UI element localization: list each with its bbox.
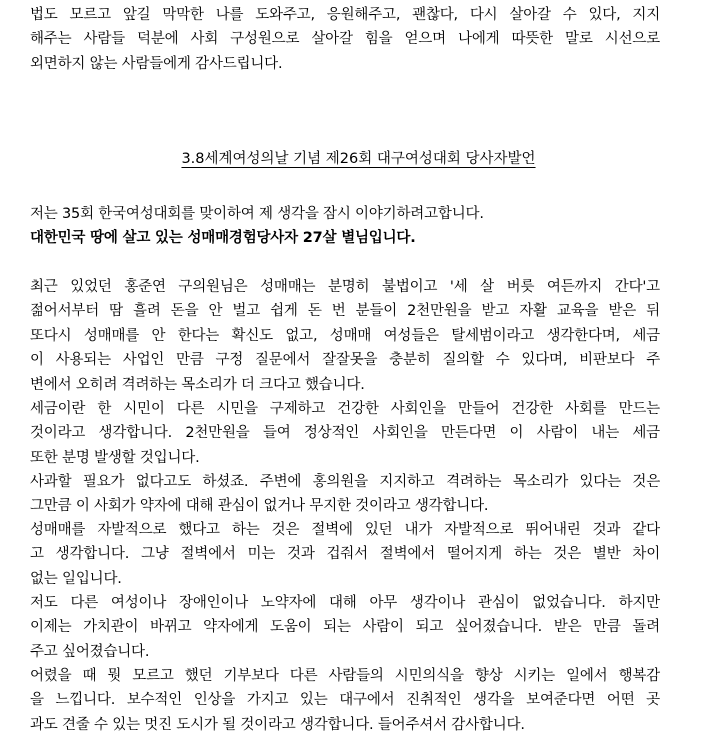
body-paragraph-6 <box>30 664 660 737</box>
body-paragraph-4 <box>30 518 660 591</box>
text-line: 없는 일입니다. <box>30 570 122 587</box>
text-line: 어렸을 때 뭣 모르고 했던 기부보다 다른 사람들의 시민의식을 향상 시키는 일에서 행복감 <box>30 668 660 684</box>
text-line: 외면하지 않는 사람들에게 감사드립니다. <box>30 55 283 72</box>
body-paragraph-5 <box>30 591 660 664</box>
text-line: 또다시 성매매를 안 한다는 확신도 없고, 성매매 여성들은 탈세범이라고 생각한다며, 세금 <box>30 327 660 344</box>
text-line: 이제는 가치관이 바뀌고 약자에게 도움이 되는 사람이 되고 싶어졌습니다. 받은 만큼 돌려 <box>30 619 660 636</box>
text-line: 과도 견줄 수 있는 멋진 도시가 될 것이라고 생각합니다. 들어주셔서 감사합니다. <box>30 716 525 733</box>
text-line: 그만큼 이 사회가 약자에 대해 관심이 없거나 무지한 것이라고 생각합니다. <box>30 498 489 515</box>
text-line: 젊어서부터 땀 흘려 돈을 안 벌고 쉽게 돈 번 분들이 2천만원을 받고 자활 교육을 받은 뒤 <box>30 303 660 320</box>
text-line: 세금이란 한 시민이 다른 시민을 구제하고 건강한 사회인을 만들어 건강한 사회를 만드는 <box>30 401 660 417</box>
text-line: 성매매를 자발적으로 했다고 하는 것은 절벽에 있던 내가 자발적으로 뛰어내린 것과 같다 <box>30 522 660 538</box>
text-line: 주고 싶어졌습니다. <box>30 643 150 660</box>
text-line: 이 사용되는 사업인 만큼 구정 질문에서 잘잘못을 충분히 질의할 수 있다며, 비판보다 주 <box>30 352 660 369</box>
intro-paragraph <box>30 3 660 76</box>
text-line: 또한 분명 발생할 것입니다. <box>30 449 200 466</box>
text-line: 고 생각합니다. 그냥 절벽에서 미는 것과 겁줘서 절벽에서 떨어지게 하는 것은 별반 차이 <box>30 546 660 563</box>
speaker-line: 대한민국 땅에 살고 있는 성매매경험당사자 27살 별님입니다. <box>30 230 416 247</box>
text-line: 을 느낍니다. 보수적인 인상을 가지고 있는 대구에서 진취적인 생각을 보여준다면 어떤 곳 <box>30 692 660 709</box>
text-line: 사과할 필요가 없다고도 하셨죠. 주변에 홍의원을 지지하고 격려하는 목소리가 있다는 것은 <box>30 474 660 490</box>
body-paragraph-1 <box>30 275 660 397</box>
text-line: 것이라고 생각합니다. 2천만원을 들여 정상적인 사회인을 만든다면 이 사람이 내는 세금 <box>30 425 660 442</box>
body-paragraph-3 <box>30 470 660 519</box>
body-paragraph-2 <box>30 397 660 470</box>
text-line: 변에서 오히려 격려하는 목소리가 더 크다고 했습니다. <box>30 376 365 393</box>
speech-title <box>0 147 717 171</box>
speech-title-text: 3.8세계여성의날 기념 제26회 대구여성대회 당사자발언 <box>181 151 536 167</box>
greeting-paragraph <box>30 202 660 251</box>
text-line: 저도 다른 여성이나 장애인이나 노약자에 대해 아무 생각이나 관심이 없었습니다. 하지만 <box>30 595 660 611</box>
text-line: 법도 모르고 앞길 막막한 나를 도와주고, 응원해주고, 괜찮다, 다시 살아갈 수 있다, 지지 <box>30 7 660 23</box>
text-line: 최근 있었던 홍준연 구의원님은 성매매는 분명히 불법이고 '세 살 버릇 여든까지 간다'고 <box>30 279 660 295</box>
greeting-line: 저는 35회 한국여성대회를 맞이하여 제 생각을 잠시 이야기하려고합니다. <box>30 206 484 222</box>
text-line: 해주는 사람들 덕분에 사회 구성원으로 살아갈 힘을 얻으며 나에게 따뜻한 말로 시선으로 <box>30 31 660 48</box>
